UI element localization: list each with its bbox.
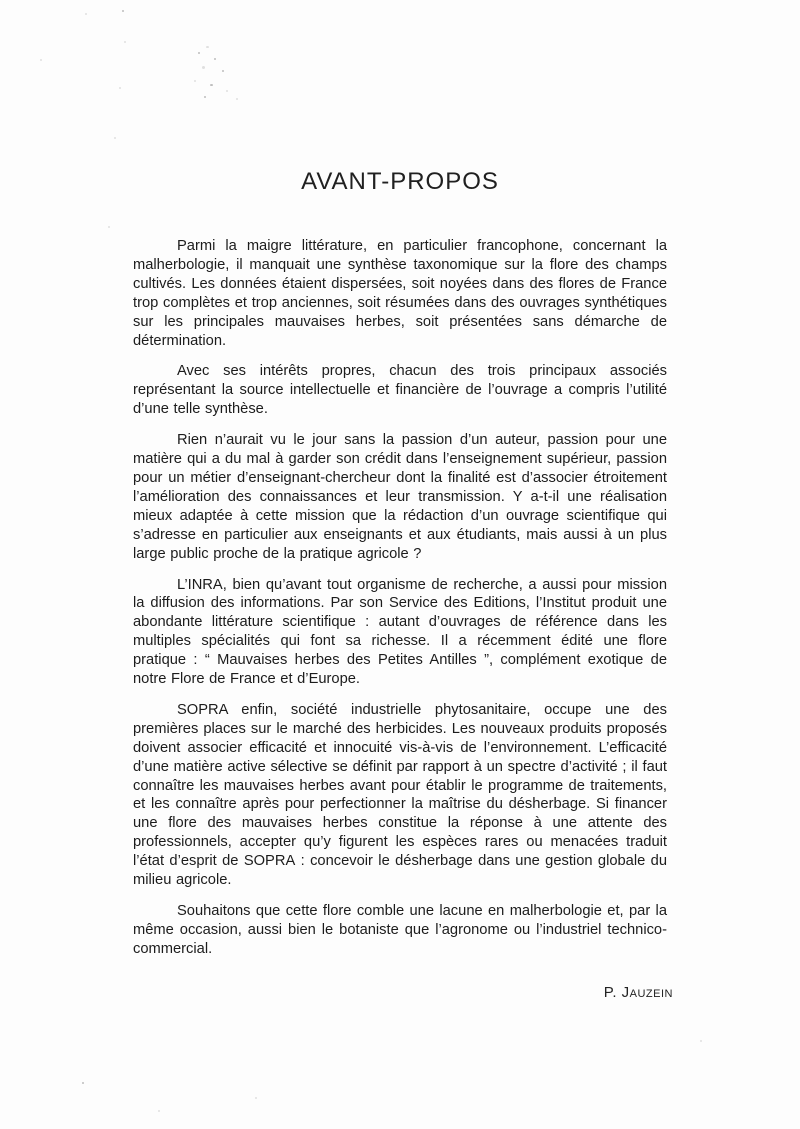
paragraph-6: Souhaitons que cette flore comble une lacune en malherbologie et, par la même occasion, aussi bien le botaniste que l’agronome ou l’industriel technico-commercial. <box>133 903 667 957</box>
scan-speck <box>108 226 110 228</box>
scan-speck <box>158 1110 160 1112</box>
paragraph-1: Parmi la maigre littérature, en particulier francophone, concernant la malherbologie, il manquait une synthèse taxonomique sur la flore des champs cultivés. Les données étaient dispersées, soit noyées dans des flores de France trop complètes et trop anciennes, soit résumées dans des ouvrages synthétiques sur les principales mauvaises herbes, soit présentées sans démarche de détermination. <box>133 238 667 349</box>
scan-speck <box>40 59 42 61</box>
page-title: AVANT-PROPOS <box>301 168 499 195</box>
document-body <box>133 237 667 971</box>
paragraph-3: Rien n’aurait vu le jour sans la passion d’un auteur, passion pour une matière qui a du mal à garder son crédit dans l’enseignement supérieur, passion pour un métier d’enseignant-chercheur dont la finalité est d’associer étroitement l’amélioration des connaissances et leur transmission. Y a-t-il une réalisation mieux adaptée à cette mission que la rédaction d’un ouvrage scientifique qui s’adresse en particulier aux enseignants et aux étudiants, mais aussi à un plus large public proche de la pratique agricole ? <box>133 432 667 562</box>
scan-speck <box>124 41 126 43</box>
paragraph-4: L’INRA, bien qu’avant tout organisme de recherche, a aussi pour mission la diffusion des informations. Par son Service des Editions, l’Institut produit une abondante littérature scientifique : autant d’ouvrages de référence dans les multiples spécialités qui font sa richesse. Il a récemment édité une flore pratique : “ Mauvaises herbes des Petites Antilles ”, complément exotique de notre Flore de France et d’Europe. <box>133 576 667 688</box>
scan-smudge <box>192 44 244 102</box>
scan-speck <box>122 10 124 12</box>
paragraph-2: Avec ses intérêts propres, chacun des trois principaux associés représentant la source intellectuelle et financière de l’ouvrage a compris l’utilité d’une telle synthèse. <box>133 363 667 418</box>
paragraph-5: SOPRA enfin, société industrielle phytosanitaire, occupe une des premières places sur le marché des herbicides. Les nouveaux produits proposés doivent associer efficacité et innocuité vis-à-vis de l’environnement. L’efficacité d’une matière active sélective se définit par rapport à un spectre d’activité ; il faut connaître les mauvaises herbes avant pour établir le programme de traitements, et les connaître après pour perfectionner la maîtrise du désherbage. Si financer une flore des mauvaises herbes constitue la réponse à une attente des professionnels, accepter qu’y figurent les espèces rares ou menacées traduit l’état d’esprit de SOPRA : concevoir le désherbage dans une gestion globale du milieu agricole. <box>133 701 667 889</box>
scan-speck <box>119 87 121 89</box>
scan-speck <box>114 137 116 139</box>
scan-speck <box>255 1097 257 1099</box>
scan-speck <box>85 13 87 15</box>
scan-speck <box>82 1082 84 1084</box>
scan-speck <box>700 1040 702 1042</box>
author-signature: P. Jauzein <box>603 984 673 1001</box>
